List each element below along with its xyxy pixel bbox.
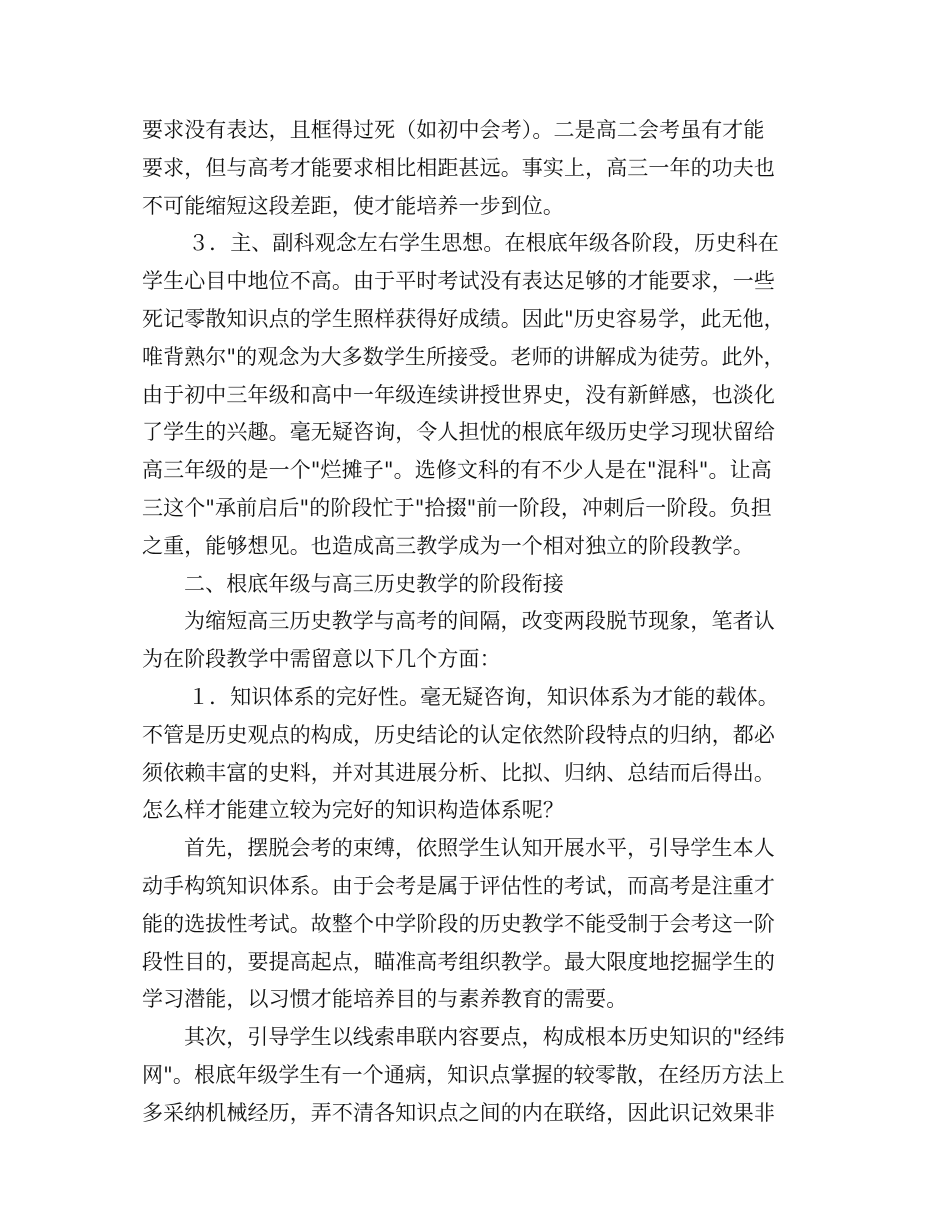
text-line: 三这个"承前启后"的阶段忙于"拾掇"前一阶段，冲刺后一阶段。负担: [142, 495, 772, 520]
text-line: 多采纳机械经历，弄不清各知识点之间的内在联络，因此识记效果非: [142, 1100, 775, 1125]
list-item-3-line: ３．主、副科观念左右学生思想。在根底年级各阶段，历史科在: [188, 231, 779, 256]
list-item-1-line: １．知识体系的完好性。毫无疑咨询，知识体系为才能的载体。: [188, 684, 779, 709]
text-line: 要求，但与高考才能要求相比相距甚远。事实上，高三一年的功夫也: [142, 155, 775, 180]
paragraph-start-line: 其次，引导学生以线索串联内容要点，构成根本历史知识的"经纬: [184, 1025, 785, 1050]
paragraph-start-line: 为缩短高三历史教学与高考的间隔，改变两段脱节现象，笔者认: [184, 609, 775, 634]
text-line: 网"。根底年级学生有一个通病，知识点掌握的较零散，在经历方法上: [142, 1062, 785, 1087]
text-line: 怎么样才能建立较为完好的知识构造体系呢？: [142, 798, 564, 823]
text-line: 动手构筑知识体系。由于会考是属于评估性的考试，而高考是注重才: [142, 873, 775, 898]
text-line: 之重，能够想见。也造成高三教学成为一个相对独立的阶段教学。: [142, 533, 754, 558]
text-line: 须依赖丰富的史料，并对其进展分析、比拟、归纳、总结而后得出。: [142, 760, 775, 785]
paragraph-start-line: 首先，摆脱会考的束缚，依照学生认知开展水平，引导学生本人: [184, 836, 775, 861]
text-line: 了学生的兴趣。毫无疑咨询，令人担忧的根底年级历史学习现状留给: [142, 420, 775, 445]
text-line: 学习潜能，以习惯才能培养目的与素养教育的需要。: [142, 987, 628, 1012]
text-line: 学生心目中地位不高。由于平时考试没有表达足够的才能要求，一些: [142, 269, 775, 294]
body-text: [142, 112, 810, 1133]
section-heading: 二、根底年级与高三历史教学的阶段衔接: [184, 571, 564, 596]
text-line: 由于初中三年级和高中一年级连续讲授世界史，没有新鲜感，也淡化: [142, 382, 775, 407]
text-line: 不可能缩短这段差距，使才能培养一步到位。: [142, 193, 564, 218]
text-line: 不管是历史观点的构成，历史结论的认定依然阶段特点的归纳，都必: [142, 722, 775, 747]
text-line: 高三年级的是一个"烂摊子"。选修文科的有不少人是在"混科"。让高: [142, 458, 772, 483]
text-line: 能的选拔性考试。故整个中学阶段的历史教学不能受制于会考这一阶: [142, 911, 775, 936]
text-line: 唯背熟尔"的观念为大多数学生所接受。老师的讲解成为徒劳。此外，: [142, 344, 785, 369]
text-line: 要求没有表达，且框得过死（如初中会考）。二是高二会考虽有才能: [142, 118, 765, 142]
text-line: 死记零散知识点的学生照样获得好成绩。因此"历史容易学，此无他，: [142, 306, 785, 331]
text-line: 为在阶段教学中需留意以下几个方面：: [142, 647, 501, 672]
text-line: 段性目的，要提高起点，瞄准高考组织教学。最大限度地挖掘学生的: [142, 949, 775, 974]
